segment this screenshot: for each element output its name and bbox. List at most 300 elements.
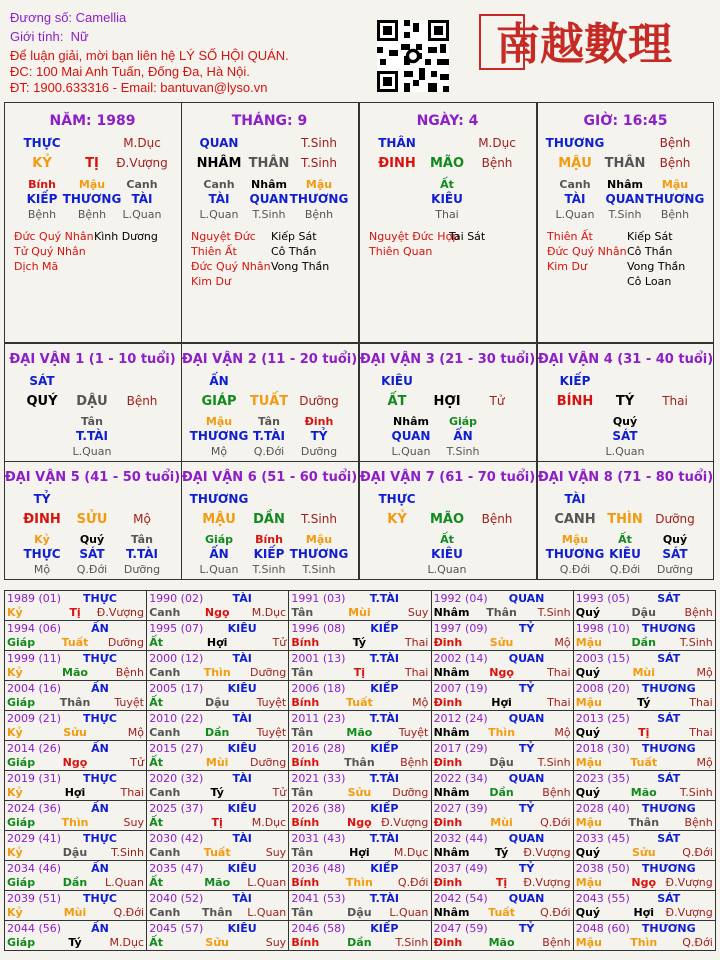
year-label: 2008 (20) [575,682,630,695]
hidden-stem: Nhâm [251,178,287,191]
year-cell [147,621,289,651]
owner-name: Camellia [75,10,127,25]
year-branch: Tị [69,606,81,619]
year-branch: Thân [344,756,375,769]
year-phase: Đ.Vượng [381,816,429,829]
year-row [5,741,716,771]
year-branch: Tị [211,816,223,829]
year-phase: Thai [547,666,571,679]
star-good: Dịch Mã [14,260,59,273]
year-label: 2034 (46) [7,862,62,875]
year-god: THỰC [83,772,117,785]
star-good: Kim Dư [547,260,587,273]
year-label: 2018 (30) [575,742,630,755]
year-row [5,891,716,921]
year-label: 1994 (06) [7,622,62,635]
dai-van-hidden-phase: Mộ [210,445,228,458]
year-god: KIÊU [227,922,257,935]
dai-van-stem: KỶ [387,512,407,527]
year-branch: Dần [347,936,372,949]
dai-van-hidden-phase: L.Quan [72,445,112,458]
year-phase: Bệnh [542,936,571,949]
dai-van-stem: BÍNH [556,394,594,409]
year-stem: Ất [149,756,163,769]
year-god: TÀI [232,832,252,845]
year-cell [5,831,147,861]
year-cell [5,921,147,951]
star-bad: Kình Dương [94,230,158,243]
year-stem: Tân [291,666,314,679]
year-branch: Dậu [347,906,372,919]
hidden-god: THƯƠNG [289,192,349,206]
year-cell [5,861,147,891]
year-cell [289,861,431,891]
year-god: KIÊU [227,862,257,875]
year-phase: Mộ [554,726,571,739]
year-phase: Thai [547,696,571,709]
year-label: 2013 (25) [575,712,630,725]
phone-email-line: ĐT: 1900.633316 - Email: bantuvan@lyso.vn [10,80,268,95]
dai-van-hidden-god: TỶ [310,429,328,443]
year-row [5,921,716,951]
year-label: 2048 (60) [575,922,630,935]
year-label: 2035 (47) [149,862,204,875]
year-god: QUAN [508,652,545,665]
hidden-phase: T.Sinh [608,208,642,221]
year-stem: Mậu [575,696,602,709]
hidden-phase: Bệnh [660,208,690,221]
year-stem: Tân [291,786,314,799]
star-bad: Cô Thần [627,245,673,258]
year-phase: M.Dục [393,846,429,859]
year-god: KIÊU [227,682,257,695]
year-stem: Đinh [433,636,463,649]
year-god: THƯƠNG [641,742,696,755]
year-cell [289,681,431,711]
year-branch: Ngọ [347,816,372,829]
hidden-phase: L.Quan [555,208,595,221]
year-label: 2019 (31) [7,772,62,785]
year-cell [147,651,289,681]
year-label: 2014 (26) [7,742,62,755]
year-god: THỰC [83,712,117,725]
pillar-phase-top: T.Sinh [301,136,337,150]
hidden-phase: Bệnh [304,208,334,221]
year-god: SÁT [657,712,681,725]
year-stem: Kỷ [7,726,23,739]
year-stem: Canh [149,906,181,919]
dai-van-phase: Bệnh [126,394,158,408]
year-stem: Giáp [7,696,36,709]
year-branch: Tý [210,786,224,799]
dai-van-title: ĐẠI VẬN 5 (41 - 50 tuổi) [4,470,181,485]
dai-van-hidden-stem: Nhâm [393,415,429,428]
year-cell [289,591,431,621]
hidden-phase: T.Sinh [252,208,286,221]
dai-van-phase: Tử [489,394,505,408]
year-stem: Kỷ [7,786,23,799]
year-label: 2004 (16) [7,682,62,695]
year-cell [573,621,715,651]
year-stem: Quý [575,906,601,919]
year-cell [431,651,573,681]
year-stem: Mậu [575,636,602,649]
pillar-phase-top: M.Dục [123,136,161,150]
year-phase: Mộ [127,726,144,739]
year-phase: M.Dục [251,816,287,829]
year-stem: Đinh [433,756,463,769]
dai-van-phase: Thai [662,394,688,408]
year-stem: Tân [291,726,314,739]
year-cell [573,681,715,711]
year-cell [147,801,289,831]
year-label: 1996 (08) [291,622,346,635]
year-label: 2028 (40) [575,802,630,815]
pillar-title: THÁNG: 9 [231,113,308,129]
star-good: Thiên Quan [369,245,433,258]
year-label: 2040 (52) [149,892,204,905]
hidden-stem: Canh [203,178,235,191]
pillar-phase-top: Bệnh [659,136,691,150]
year-cell [289,651,431,681]
year-label: 2036 (48) [291,862,346,875]
dai-van-phase: Mộ [133,512,151,526]
dai-van-branch: THÌN [607,512,643,527]
year-god: T.TÀI [369,772,400,785]
dai-van-hidden-phase: L.Quan [427,563,467,576]
year-label: 2029 (41) [7,832,62,845]
year-phase: Bệnh [542,786,571,799]
star-good: Nguyệt Đức Hợp [369,230,460,243]
year-cell [147,771,289,801]
year-god: SÁT [657,832,681,845]
dai-van-hidden-stem: Mậu [305,533,333,546]
year-phase: Suy [265,936,287,949]
year-god: ẤN [91,922,109,935]
year-stem: Ất [149,936,163,949]
year-stem: Kỷ [7,906,23,919]
dai-van-god: THƯƠNG [189,492,249,506]
year-label: 1993 (05) [575,592,630,605]
dai-van-stem: ẤT [387,394,407,409]
year-label: 2032 (44) [433,832,488,845]
year-branch: Hợi [349,846,370,859]
year-branch: Tý [68,936,82,949]
dai-van-hidden-stem: Quý [662,533,688,546]
hidden-god: THƯƠNG [645,192,705,206]
year-phase: Thai [689,696,713,709]
year-stem: Kỷ [7,606,23,619]
year-phase: Tuyệt [398,726,429,739]
dai-van-branch: TÝ [615,394,635,409]
year-stem: Bính [291,756,320,769]
year-branch: Tý [637,696,651,709]
hidden-phase: Thai [435,208,459,221]
year-cell [289,771,431,801]
dai-van-branch: HỢI [433,394,461,409]
year-god: THỰC [83,652,117,665]
pillar-title: NGÀY: 4 [416,113,479,129]
heavenly-stem: ĐINH [378,156,416,171]
year-god: ẤN [91,622,109,635]
hidden-god: TÀI [564,192,586,206]
star-good: Thiên Ất [547,230,593,243]
dai-van-hidden-god: KIÊU [609,547,641,561]
year-label: 2009 (21) [7,712,62,725]
year-label: 2001 (13) [291,652,346,665]
year-branch: Tý [494,846,509,859]
year-phase: T.Sinh [537,756,571,769]
dai-van-hidden-phase: L.Quan [605,445,645,458]
year-branch: Tuất [630,756,658,769]
year-cell [431,711,573,741]
year-cell [289,711,431,741]
year-stem: Quý [575,786,601,799]
year-cell [573,801,715,831]
year-god: T.TÀI [369,892,400,905]
dai-van-hidden-stem: Đinh [304,415,334,428]
year-god: QUAN [508,712,545,725]
year-branch: Mão [62,666,88,679]
year-branch: Hợi [206,636,228,649]
year-stem: Nhâm [433,726,470,739]
year-branch: Dậu [489,756,514,769]
year-god: THƯƠNG [641,922,696,935]
year-branch: Tuất [61,636,89,649]
year-god: TÀI [232,772,252,785]
year-stem: Canh [149,606,181,619]
dai-van-title: ĐẠI VẬN 1 (1 - 10 tuổi) [9,352,176,367]
year-god: THƯƠNG [641,622,696,635]
dai-van-hidden-phase: Dưỡng [656,563,694,576]
year-god: ẤN [91,862,109,875]
year-phase: Q.Đới [540,906,571,919]
year-phase: Suy [407,606,429,619]
year-label: 2045 (57) [149,922,204,935]
year-phase: Dưỡng [392,786,429,799]
year-phase: Mộ [554,636,571,649]
year-god: SÁT [657,652,681,665]
year-cell [431,621,573,651]
year-branch: Thân [486,606,517,619]
year-god: THƯƠNG [641,682,696,695]
year-stem: Canh [149,666,181,679]
year-god: TÀI [232,652,252,665]
year-branch: Tý [352,636,367,649]
year-cell [573,861,715,891]
dai-van-stem: MẬU [202,512,236,527]
year-cell [573,891,715,921]
heavenly-stem: MẬU [558,156,592,171]
qr-code [377,20,449,92]
year-god: KIẾP [370,862,399,875]
year-label: 2038 (50) [575,862,630,875]
year-branch: Sửu [205,936,229,949]
year-label: 2030 (42) [149,832,204,845]
year-god: QUAN [508,772,545,785]
year-god: KIẾP [370,682,399,695]
dai-van-hidden-god: SÁT [612,429,638,443]
year-branch: Thìn [203,666,231,679]
year-stem: Mậu [575,756,602,769]
year-phase: Q.Đới [540,816,571,829]
year-god: SÁT [657,772,681,785]
dai-van-stem: ĐINH [23,512,61,527]
year-god: TỶ [518,862,535,875]
year-label: 2005 (17) [149,682,204,695]
year-label: 2026 (38) [291,802,346,815]
pillar-phase-top: M.Dục [478,136,516,150]
year-god: KIẾP [370,742,399,755]
year-cell [289,891,431,921]
year-phase: Đ.Vượng [523,876,571,889]
year-cell [573,591,715,621]
dai-van-hidden-phase: L.Quan [391,445,431,458]
year-cell [573,771,715,801]
year-phase: L.Quan [389,906,429,919]
year-stem: Ất [149,876,163,889]
year-label: 2024 (36) [7,802,62,815]
year-phase: Bệnh [115,666,144,679]
star-bad: Cô Loan [627,275,672,288]
year-cell [147,831,289,861]
dai-van-hidden-stem: Giáp [448,415,478,428]
pillar-god: QUAN [199,136,239,150]
year-phase: Mộ [696,756,713,769]
star-good: Nguyệt Đức [191,230,256,243]
year-god: THƯƠNG [641,862,696,875]
year-god: QUAN [508,832,545,845]
year-branch: Dậu [62,846,88,859]
hidden-stem: Canh [559,178,591,191]
dai-van-god: ẤN [209,374,229,388]
year-god: QUAN [508,892,545,905]
year-cell [5,801,147,831]
year-label: 1992 (04) [433,592,488,605]
year-phase: Q.Đới [682,846,713,859]
year-phase: L.Quan [247,906,287,919]
year-row [5,621,716,651]
dai-van-god: SÁT [29,374,55,388]
hidden-stem: Ất [440,178,454,191]
year-branch: Tị [495,876,508,889]
year-phase: T.Sinh [395,936,429,949]
dai-van-phase: Dưỡng [299,394,339,408]
year-branch: Mùi [632,666,656,679]
year-stem: Canh [149,726,181,739]
year-label: 2046 (58) [291,922,346,935]
year-cell [431,921,573,951]
year-branch: Thìn [345,876,373,889]
year-phase: Q.Đới [113,906,144,919]
year-phase: M.Dục [251,606,287,619]
year-branch: Dậu [631,606,656,619]
dai-van-hidden-god: SÁT [79,547,105,561]
year-branch: Tuất [345,696,373,709]
year-phase: Đ.Vượng [665,906,713,919]
gender-line [10,29,89,45]
year-label: 1989 (01) [7,592,62,605]
dai-van-hidden-god: ẤN [209,547,229,561]
gender-value: Nữ [70,29,89,44]
year-phase: Đ.Vượng [665,876,713,889]
year-god: THỰC [83,592,117,605]
year-phase: M.Dục [109,936,144,949]
year-cell [5,681,147,711]
year-row [5,681,716,711]
year-phase: Tuyệt [256,726,287,739]
dai-van-stem: QUÝ [26,394,58,409]
year-cell [5,771,147,801]
dai-van-hidden-god: THƯƠNG [289,547,349,561]
year-label: 2021 (33) [291,772,346,785]
year-cell [431,681,573,711]
year-stem: Nhâm [433,666,470,679]
year-phase: Đ.Vượng [523,846,571,859]
dai-van-title: ĐẠI VẬN 6 (51 - 60 tuổi) [181,470,358,485]
year-branch: Ngọ [62,756,88,769]
contact-line: Để luận giải, mời bạn liên hệ LÝ SỐ HỘI QUÁN. [10,48,289,63]
year-phase: Tuyệt [256,696,287,709]
year-row [5,861,716,891]
year-stem: Tân [291,906,314,919]
year-label: 1997 (09) [433,622,488,635]
year-stem: Quý [575,726,601,739]
year-phase: Dưỡng [250,756,287,769]
year-god: TỶ [518,922,535,935]
year-branch: Ngọ [204,606,230,619]
hidden-god: KIÊU [431,192,463,206]
year-stem: Bính [291,876,320,889]
year-stem: Nhâm [433,606,470,619]
dai-van-branch: DẦN [253,512,285,527]
dai-van-hidden-god: T.TÀI [76,429,108,443]
earthly-branch: TỊ [85,156,99,171]
dai-van-hidden-phase: T.Sinh [302,563,336,576]
hidden-god: TÀI [208,192,230,206]
dai-van-title: ĐẠI VẬN 8 (71 - 80 tuổi) [537,470,714,485]
year-cell [289,621,431,651]
year-label: 2041 (53) [291,892,346,905]
year-god: SÁT [657,892,681,905]
year-branch: Mùi [348,606,371,619]
year-cell [431,861,573,891]
year-god: ẤN [91,742,109,755]
year-cell [147,891,289,921]
dai-van-hidden-stem: Tân [258,415,280,428]
year-branch: Dậu [204,696,230,709]
year-phase: Bệnh [400,756,429,769]
year-god: TÀI [232,892,252,905]
year-god: T.TÀI [369,652,400,665]
year-phase: Đ.Vượng [96,606,144,619]
year-branch: Mão [204,876,231,889]
year-branch: Dần [631,636,656,649]
hidden-stem: Nhâm [607,178,643,191]
year-branch: Dần [62,876,88,889]
dai-van-hidden-stem: Giáp [204,533,234,546]
year-phase: Tử [272,636,287,649]
year-branch: Thân [628,816,660,829]
year-stem: Quý [575,846,601,859]
year-stem: Giáp [7,936,36,949]
year-branch: Mùi [63,906,87,919]
dai-van-hidden-stem: Tân [131,533,153,546]
dai-van-hidden-stem: Mậu [205,415,233,428]
year-phase: T.Sinh [679,786,713,799]
dai-van-hidden-phase: Q.Đới [76,563,108,576]
year-god: KIÊU [227,802,257,815]
